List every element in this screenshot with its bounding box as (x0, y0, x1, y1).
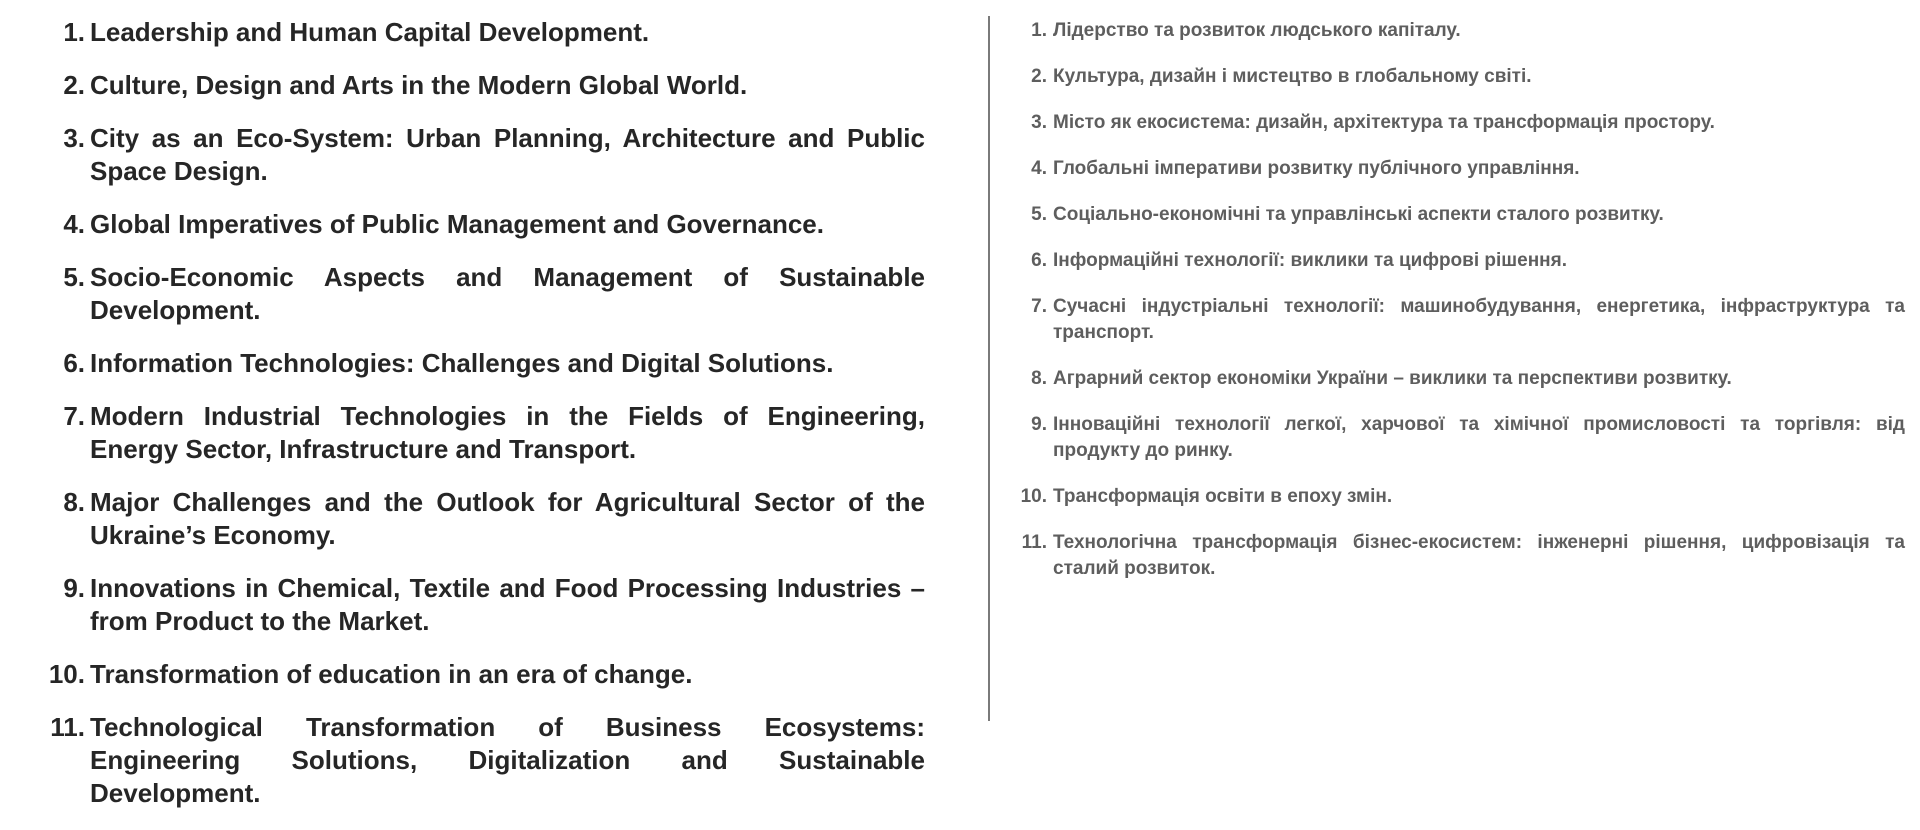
list-item (40, 69, 925, 102)
item-text: City as an Eco-System: Urban Planning, Architecture and Public Space Design. (90, 123, 925, 186)
list-item (40, 711, 925, 810)
item-text: Соціально-економічні та управлінські аспекти сталого розвитку. (1053, 204, 1664, 225)
item-text: Global Imperatives of Public Management and Governance. (90, 209, 824, 239)
list-item (40, 16, 925, 49)
item-number: 11. (50, 712, 85, 742)
list-item (1010, 64, 1905, 90)
item-number: 1. (63, 17, 85, 47)
list-item (1010, 156, 1905, 182)
item-text: Transformation of education in an era of change. (90, 659, 693, 689)
item-number: 8. (63, 487, 85, 517)
item-number: 4. (1031, 158, 1047, 179)
item-number: 6. (63, 348, 85, 378)
list-item (1010, 202, 1905, 228)
item-number: 8. (1031, 368, 1047, 389)
list-item (40, 347, 925, 380)
list-item (40, 122, 925, 188)
item-number: 5. (63, 262, 85, 292)
list-item (1010, 18, 1905, 44)
item-text: Глобальні імперативи розвитку публічного управління. (1053, 158, 1580, 179)
item-text: Modern Industrial Technologies in the Fields of Engineering, Energy Sector, Infrastructure and Transport. (90, 401, 925, 464)
ukrainian-topics-column (1010, 18, 1905, 602)
item-text: Major Challenges and the Outlook for Agricultural Sector of the Ukraine’s Economy. (90, 487, 925, 550)
item-number: 1. (1031, 20, 1047, 41)
item-number: 2. (1031, 66, 1047, 87)
item-number: 10. (1020, 486, 1047, 507)
item-text: Аграрний сектор економіки України – виклики та перспективи розвитку. (1053, 368, 1732, 389)
item-number: 3. (1031, 112, 1047, 133)
item-number: 9. (1031, 414, 1047, 435)
item-text: Socio-Economic Aspects and Management of Sustainable Development. (90, 262, 925, 325)
item-text: Leadership and Human Capital Development. (90, 17, 650, 47)
item-text: Лідерство та розвиток людського капіталу. (1053, 20, 1461, 41)
item-text: Інформаційні технології: виклики та цифрові рішення. (1053, 250, 1568, 271)
list-item (1010, 530, 1905, 582)
english-topics-column (40, 16, 925, 830)
item-number: 10. (48, 659, 85, 689)
list-item (1010, 248, 1905, 274)
item-number: 11. (1021, 532, 1047, 553)
item-text: Місто як екосистема: дизайн, архітектура та трансформація простору. (1053, 112, 1715, 133)
item-text: Culture, Design and Arts in the Modern Global World. (90, 70, 748, 100)
item-number: 6. (1031, 250, 1047, 271)
item-number: 4. (63, 209, 85, 239)
item-text: Трансформація освіти в епоху змін. (1053, 486, 1393, 507)
item-number: 9. (63, 573, 85, 603)
item-text: Technological Transformation of Business Ecosystems: Engineering Solutions, Digitalization and Sustainable Development. (90, 712, 925, 808)
item-text: Сучасні індустріальні технології: машинобудування, енергетика, інфраструктура та транспорт. (1053, 296, 1905, 343)
list-item (40, 261, 925, 327)
item-number: 7. (63, 401, 85, 431)
list-item (40, 400, 925, 466)
list-item (40, 658, 925, 691)
ukrainian-topics-list (1010, 18, 1905, 582)
list-item (40, 208, 925, 241)
english-topics-list (40, 16, 925, 810)
list-item (1010, 110, 1905, 136)
item-number: 3. (63, 123, 85, 153)
list-item (1010, 484, 1905, 510)
list-item (1010, 412, 1905, 464)
item-number: 7. (1031, 296, 1047, 317)
item-text: Технологічна трансформація бізнес-екосистем: інженерні рішення, цифровізація та сталий розвиток. (1053, 532, 1905, 579)
item-text: Information Technologies: Challenges and Digital Solutions. (90, 348, 834, 378)
item-text: Інноваційні технології легкої, харчової та хімічної промисловості та торгівля: від продукту до ринку. (1053, 414, 1905, 461)
list-item (1010, 366, 1905, 392)
list-item (1010, 294, 1905, 346)
list-item (40, 572, 925, 638)
item-number: 2. (63, 70, 85, 100)
item-text: Культура, дизайн і мистецтво в глобальному світі. (1053, 66, 1532, 87)
item-text: Innovations in Chemical, Textile and Food Processing Industries – from Product to the Market. (90, 573, 925, 636)
column-divider (988, 16, 990, 721)
item-number: 5. (1031, 204, 1047, 225)
list-item (40, 486, 925, 552)
